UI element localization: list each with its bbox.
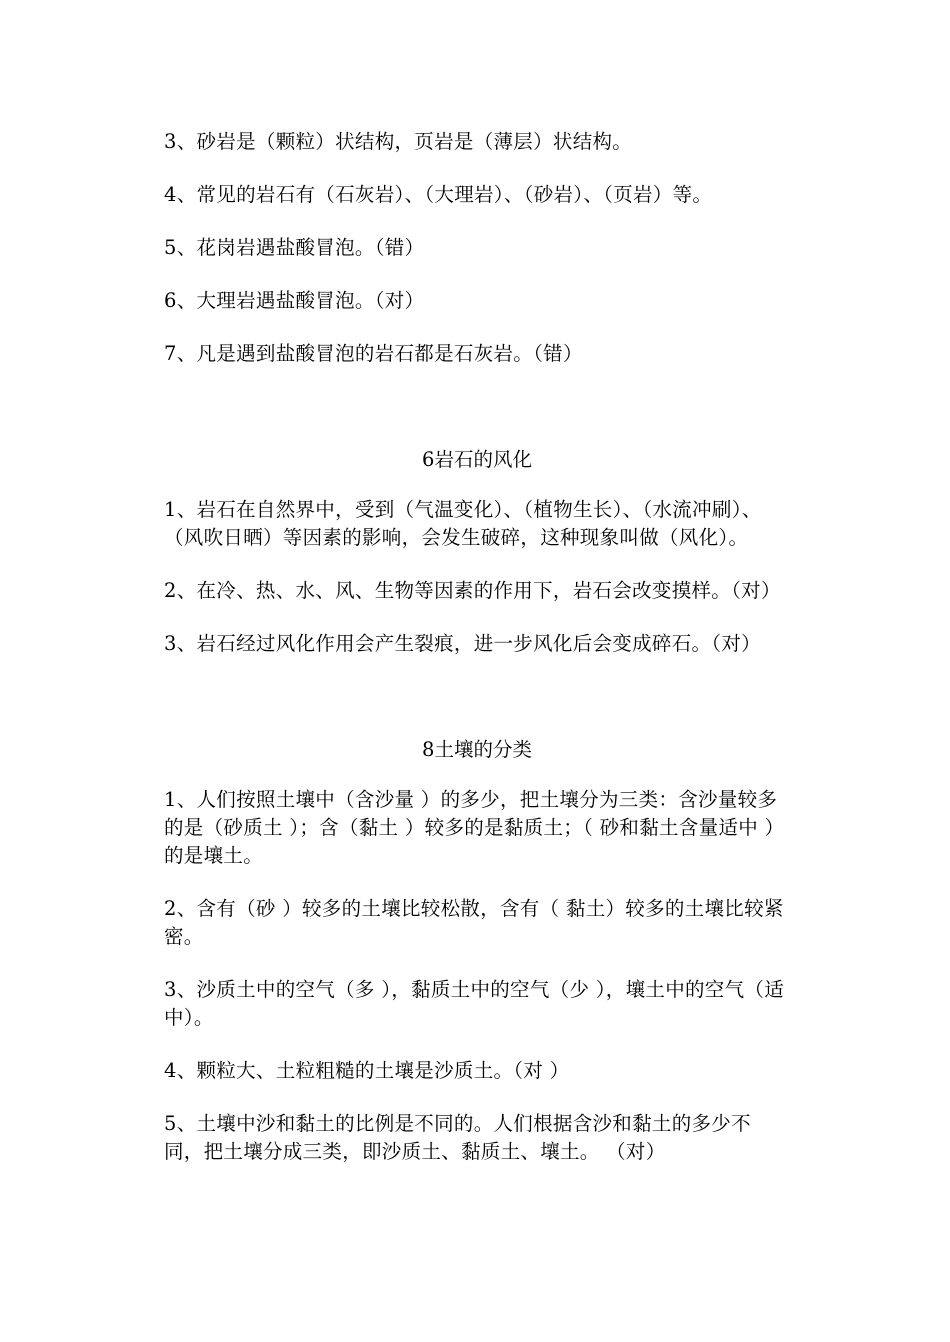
- weathering-item-1: 1、岩石在自然界中，受到（气温变化）、（植物生长）、（水流冲刷）、（风吹日晒）等因素的影响，会发生破碎，这种现象叫做（风化）。: [164, 498, 762, 549]
- soil-section-title: 8土壤的分类: [422, 738, 532, 761]
- rocks-item-4: 4、常见的岩石有（石灰岩）、（大理岩）、（砂岩）、（页岩）等。: [164, 183, 713, 206]
- soil-item-4: 4、颗粒大、土粒粗糙的土壤是沙质土。（对 ）: [164, 1059, 570, 1082]
- rocks-item-6: 6、大理岩遇盐酸冒泡。（对）: [164, 289, 425, 312]
- weathering-item-2: 2、在冷、热、水、风、生物等因素的作用下，岩石会改变摸样。（对）: [164, 579, 781, 602]
- document-content: [164, 128, 790, 1166]
- soil-item-2: 2、含有（砂 ）较多的土壤比较松散，含有（ 黏土）较多的土壤比较紧密。: [164, 897, 784, 948]
- rocks-item-3: 3、砂岩是（颗粒）状结构，页岩是（薄层）状结构。: [164, 130, 633, 153]
- soil-item-3: 3、沙质土中的空气（多 ），黏质土中的空气（少 ），壤土中的空气（适中）。: [164, 978, 785, 1029]
- soil-item-5: 5、土壤中沙和黏土的比例是不同的。人们根据含沙和黏土的多少不同，把土壤分成三类，即沙质土、黏质土、壤土。 （对）: [164, 1112, 751, 1163]
- soil-item-1: 1、人们按照土壤中（含沙量 ）的多少，把土壤分为三类：含沙量较多的是（砂质土 ）；含（黏土 ）较多的是黏质土；（ 砂和黏土含量适中 ）的是壤土。: [164, 788, 785, 867]
- weathering-item-3: 3、岩石经过风化作用会产生裂痕，进一步风化后会变成碎石。（对）: [164, 632, 761, 655]
- rocks-item-7: 7、凡是遇到盐酸冒泡的岩石都是石灰岩。（错）: [164, 342, 583, 365]
- weathering-section-title: 6岩石的风化: [422, 448, 532, 471]
- rocks-item-5: 5、花岗岩遇盐酸冒泡。（错）: [164, 236, 425, 259]
